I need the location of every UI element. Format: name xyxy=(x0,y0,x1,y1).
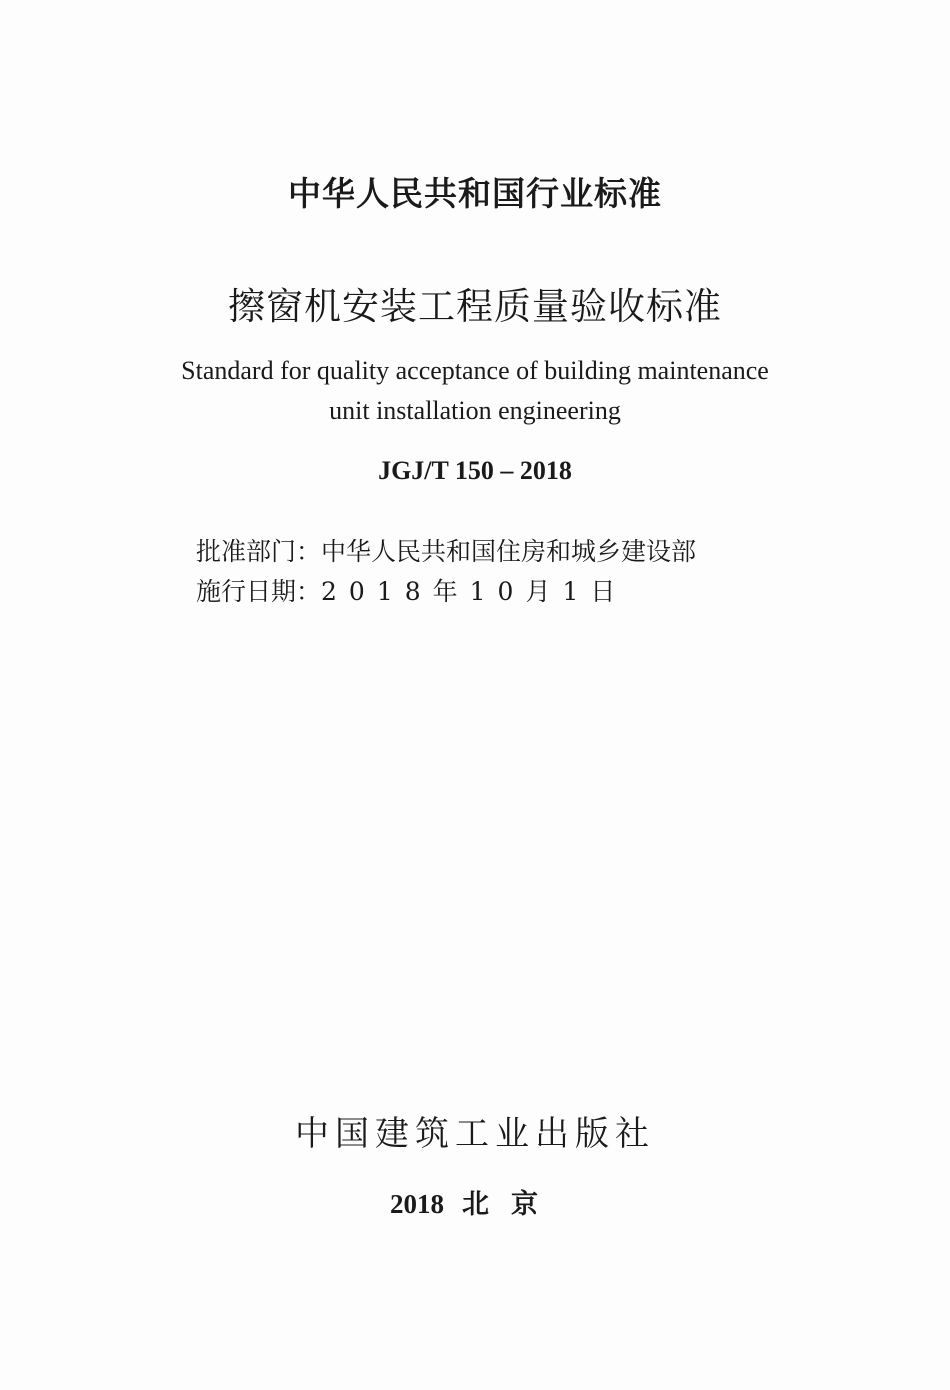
publication-year: 2018 xyxy=(390,1189,444,1219)
publication-city: 北京 xyxy=(462,1189,560,1219)
approver-label: 批准部门： xyxy=(196,537,322,566)
approver-row xyxy=(196,532,796,568)
series-title: 中华人民共和国行业标准 xyxy=(288,174,662,213)
effective-date-label: 施行日期： xyxy=(196,577,322,606)
effective-date-value: 2018年10月1日 xyxy=(321,577,628,606)
document-title-en-line2: unit installation engineering xyxy=(329,396,621,425)
publisher-name: 中国建筑工业出版社 xyxy=(295,1114,655,1154)
document-title-en-line1: Standard for quality acceptance of building maintenance xyxy=(181,356,769,385)
publication-line xyxy=(0,1182,950,1221)
document-title-cn: 擦窗机安装工程质量验收标准 xyxy=(228,285,722,328)
effective-date-row xyxy=(196,572,796,608)
approver-value: 中华人民共和国住房和城乡建设部 xyxy=(321,537,697,566)
standard-code: JGJ/T 150 – 2018 xyxy=(378,456,572,485)
